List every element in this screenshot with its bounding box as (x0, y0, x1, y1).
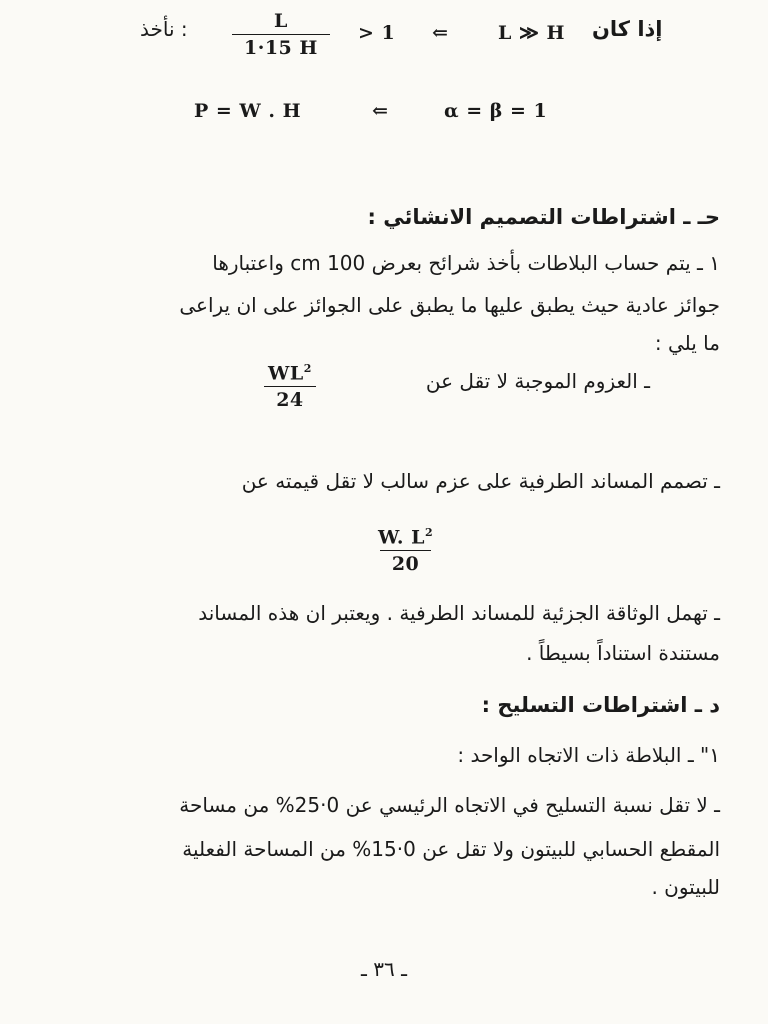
take-label: نأخذ : (140, 17, 188, 41)
condition-equation-line (140, 8, 680, 68)
if-label: إذا كان (592, 17, 663, 41)
load-equation-line (194, 96, 594, 130)
sub-heading: ١" ـ البلاطة ذات الاتجاه الواحد : (457, 743, 720, 767)
page-number: ـ ٣٦ ـ (361, 957, 407, 981)
section-d-heading: د ـ اشتراطات التسليح : (481, 693, 720, 717)
positive-moment-line (250, 360, 650, 424)
ratio-denominator: 1·15 H (232, 34, 330, 59)
moment-denominator: 24 (264, 386, 315, 411)
moment-fraction (256, 362, 324, 411)
coefficient-equation: α = β = 1 (444, 100, 548, 122)
paragraph-line: ـ تهمل الوثاقة الجزئية للمساند الطرفية . ويعتبر ان هذه المساند (198, 601, 720, 625)
ratio-fraction (232, 10, 330, 59)
section-c-heading: حـ ـ اشتراطات التصميم الانشائي : (367, 205, 720, 229)
paragraph-line: ما يلي : (654, 331, 720, 355)
implies-arrow: ⇐ (432, 22, 449, 44)
support-moment-denominator: 20 (380, 550, 431, 575)
moment-numerator: $WL^2$ (268, 362, 312, 385)
support-moment-fraction (366, 526, 445, 575)
paragraph-line: المقطع الحسابي للبيتون ولا تقل عن 0·15% من المساحة الفعلية (182, 837, 720, 861)
end-supports-line: ـ تصمم المساند الطرفية على عزم سالب لا تقل قيمته عن (241, 469, 720, 493)
paragraph-line: ـ لا تقل نسبة التسليح في الاتجاه الرئيسي عن 0·25% من مساحة (179, 793, 720, 817)
ratio-compare: > 1 (358, 22, 396, 44)
paragraph-line: مستندة استناداً بسيطاً . (526, 641, 720, 665)
paragraph-line: ١ ـ يتم حساب البلاطات بأخذ شرائح بعرض 100 cm واعتبارها (212, 251, 720, 275)
paragraph-line: للبيتون . (651, 875, 720, 899)
paragraph-line: جوائز عادية حيث يطبق عليها ما يطبق على الجوائز على ان يراعى (179, 293, 720, 317)
implies-arrow: ⇐ (372, 100, 389, 122)
condition-expression: L ≫ H (498, 22, 565, 44)
load-formula: P = W . H (194, 100, 302, 122)
ratio-numerator: L (273, 10, 288, 32)
support-moment-numerator: W. $L^2$ (378, 526, 434, 549)
positive-moment-text: ـ العزوم الموجبة لا تقل عن (425, 369, 650, 393)
